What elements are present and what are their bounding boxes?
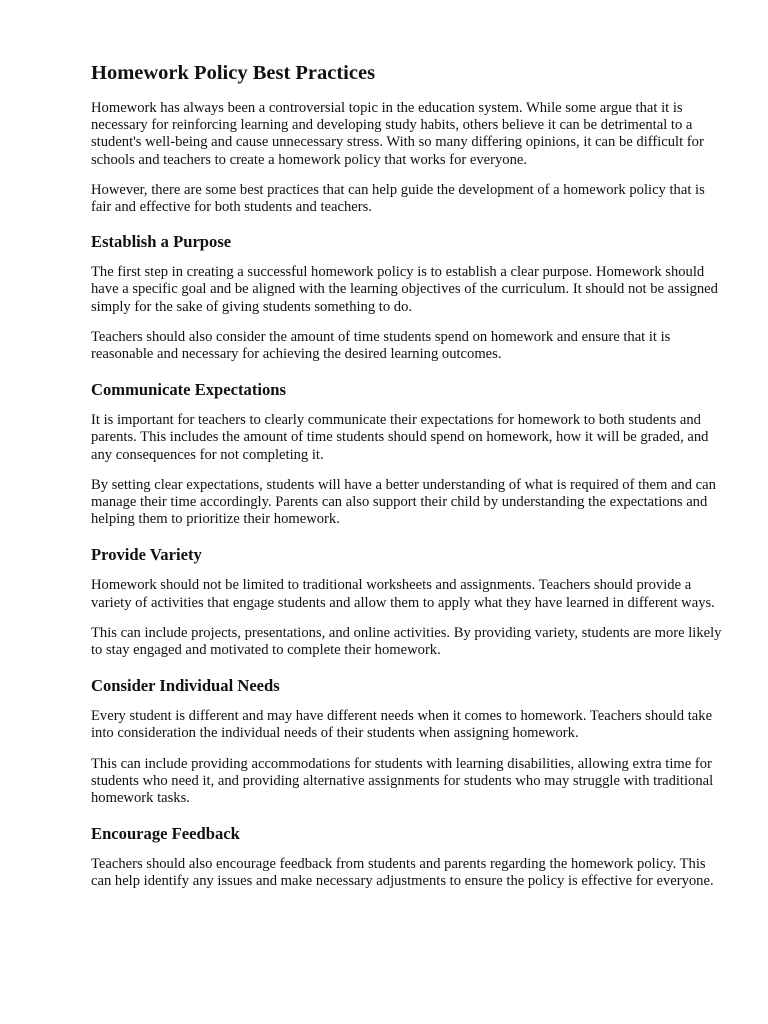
- section-heading-establish-purpose: Establish a Purpose: [91, 232, 232, 252]
- intro-paragraph: Homework has always been a controversial topic in the education system. While some argue that it is necessary for reinforcing learning and developing study habits, others believe it can be detrimental to a student's well-being and cause unnecessary stress. With so many differing opinions, it can be difficult for schools and teachers to create a homework policy that works for everyone.: [91, 100, 704, 168]
- intro-paragraph: However, there are some best practices that can help guide the development of a homework policy that is fair and effective for both students and teachers.: [91, 181, 705, 216]
- section-heading-provide-variety: Provide Variety: [91, 545, 202, 565]
- section-paragraph: Teachers should also consider the amount of time students spend on homework and ensure that it is reasonable and necessary for achieving the desired learning outcomes.: [91, 328, 671, 363]
- section-paragraph: Every student is different and may have different needs when it comes to homework. Teachers should take into consideration the individual needs of their students when assigning homework.: [91, 708, 713, 742]
- section-paragraph: By setting clear expectations, students will have a better understanding of what is required of them and can manage their time accordingly. Parents can also support their child by understanding the expectations and helping them to prioritize their homework.: [91, 476, 716, 528]
- section-paragraph: It is important for teachers to clearly communicate their expectations for homework to both students and parents. This includes the amount of time students should spend on homework, how it will be graded, and any consequences for not completing it.: [91, 412, 709, 463]
- section-paragraph: This can include projects, presentations, and online activities. By providing variety, students are more likely to stay engaged and motivated to complete their homework.: [91, 624, 722, 659]
- section-paragraph: This can include providing accommodations for students with learning disabilities, allowing extra time for students who need it, and providing alternative assignments for students who may struggle with traditional homework tasks.: [91, 755, 714, 807]
- section-heading-encourage-feedback: Encourage Feedback: [91, 824, 240, 844]
- document-page: [91, 60, 725, 904]
- section-paragraph: The first step in creating a successful homework policy is to establish a clear purpose. Homework should have a specific goal and be aligned with the learning objectives of the curriculum. It should not be assigned simply for the sake of giving students something to do.: [91, 264, 718, 315]
- section-heading-communicate-expectations: Communicate Expectations: [91, 380, 286, 400]
- section-paragraph: Homework should not be limited to traditional worksheets and assignments. Teachers should provide a variety of activities that engage students and allow them to apply what they have learned in different ways.: [91, 577, 715, 611]
- section-paragraph: Teachers should also encourage feedback from students and parents regarding the homework policy. This can help identify any issues and make necessary adjustments to ensure the policy is effective for everyone.: [91, 856, 714, 890]
- page-title: Homework Policy Best Practices: [91, 62, 376, 84]
- section-heading-consider-individual-needs: Consider Individual Needs: [91, 676, 280, 696]
